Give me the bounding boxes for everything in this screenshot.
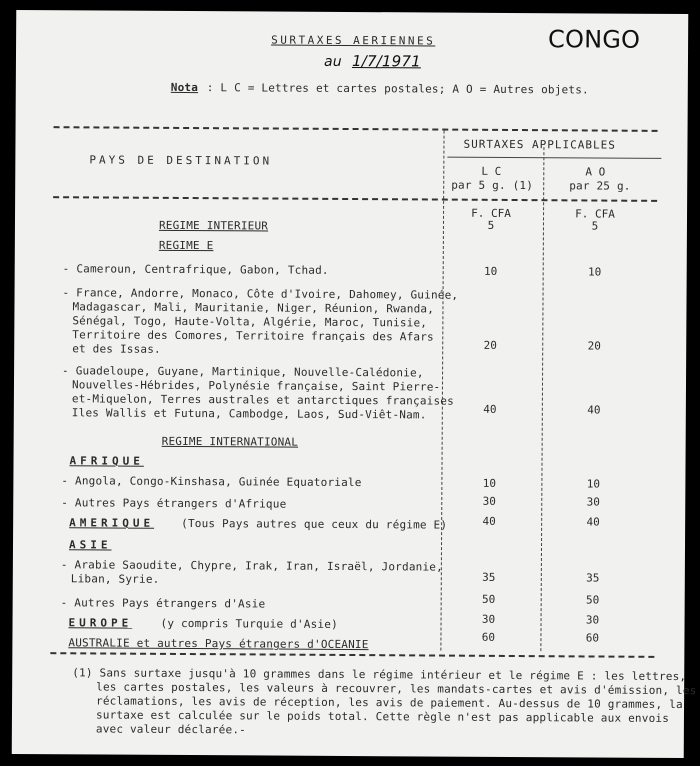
row-asie-2: - Autres Pays étrangers d'Asie — [60, 596, 266, 611]
table-bottom-rule — [50, 652, 654, 658]
row-e-2-line-5: et des Issas. — [72, 342, 161, 356]
row-e-3-lc: 40 — [483, 402, 497, 416]
row-oceanie-lc: 60 — [481, 630, 496, 644]
section-regime-international: REGIME INTERNATIONAL — [161, 434, 299, 449]
column-header-ao-weight: par 25 g. — [569, 179, 631, 193]
column-header-lc-weight: par 5 g. (1) — [451, 178, 534, 193]
header-top-rule — [54, 126, 658, 132]
row-europe: (y compris Turquie d'Asie) — [160, 616, 338, 631]
section-amerique: AMERIQUE — [69, 516, 155, 530]
row-afrique-2-ao: 30 — [586, 495, 600, 509]
row-e-1: - Cameroun, Centrafrique, Gabon, Tchad. — [62, 262, 329, 277]
row-afrique-1: - Angola, Congo-Kinshasa, Guinée Equatoriale — [61, 474, 362, 490]
header-bottom-rule — [53, 196, 657, 202]
row-e-3-line-4: Iles Wallis et Futuna, Cambodge, Laos, Sud-Viêt-Nam. — [71, 406, 427, 422]
row-afrique-2-lc: 30 — [482, 494, 496, 508]
row-e-2-line-1: - France, Andorre, Monaco, Côte d'Ivoire, Dahomey, Guinée, — [62, 286, 459, 302]
ao-base-value: 5 — [591, 219, 599, 233]
section-europe: EUROPE — [68, 616, 133, 630]
row-afrique-1-ao: 10 — [586, 477, 601, 491]
row-asie-2-lc: 50 — [482, 592, 496, 606]
row-europe-ao: 30 — [585, 613, 600, 627]
row-e-2-line-4: Territoire des Comores, Territoire français des Afars — [72, 328, 434, 344]
note-label: Nota — [170, 80, 199, 95]
lc-base-value: 5 — [487, 218, 495, 232]
row-e-3-line-1: - Guadeloupe, Guyane, Martinique, Nouvelle-Calédonie, — [62, 364, 424, 380]
row-afrique-2: - Autres Pays étrangers d'Afrique — [61, 496, 287, 511]
note-text: : L C = Lettres et cartes postales; A O = Autres objets. — [206, 81, 589, 97]
section-regime-e: REGIME E — [158, 238, 214, 253]
row-e-3-line-3: et-Miquelon, Terres australes et antarctiques françaises — [71, 392, 455, 408]
row-oceanie: AUSTRALIE et autres Pays étrangers d'OCEANIE — [68, 636, 369, 652]
column-separator-right — [540, 147, 544, 651]
footnote-line-4: surtaxe est calculée sur le poids total. Cette règle n'est pas applicable aux envois — [95, 708, 670, 725]
date-prefix: au — [323, 53, 342, 70]
column-header-applicable: SURTAXES APPLICABLES — [463, 137, 616, 152]
row-asie-2-ao: 50 — [586, 593, 600, 607]
row-europe-lc: 30 — [481, 612, 496, 626]
header-sub-rule — [447, 157, 661, 159]
row-asie-1-line-2: Liban, Syrie. — [70, 572, 160, 586]
row-afrique-1-lc: 10 — [482, 476, 497, 490]
section-asie: ASIE — [68, 538, 112, 552]
footnote-line-1: (1) Sans surtaxe jusqu'à 10 grammes dans le régime intérieur et le régime E : les lettres, — [72, 666, 687, 684]
lc-currency: F. CFA — [471, 206, 511, 220]
row-e-2-ao: 20 — [587, 339, 601, 353]
footnote-line-5: avec valeur déclarée.- — [95, 722, 247, 737]
document-sheet — [12, 10, 697, 758]
row-e-2-line-2: Madagascar, Mali, Mauritanie, Niger, Réunion, Rwanda, — [72, 300, 435, 316]
date-value: 1/7/1971 — [351, 52, 421, 71]
row-asie-1-line-1: - Arabie Saoudite, Chypre, Irak, Iran, Israël, Jordanie, — [60, 558, 444, 574]
row-amerique: (Tous Pays autres que ceux du régime E) — [181, 516, 448, 532]
footnote-line-3: réclamations, les avis de réception, les avis de paiement. Au-dessus de 10 grammes, la — [96, 694, 683, 712]
row-asie-1-ao: 35 — [586, 571, 600, 585]
row-e-1-ao: 10 — [588, 265, 602, 279]
footnote-line-2: les cartes postales, les valeurs à recouvrer, les mandats-cartes et avis d'émission, les — [96, 680, 697, 698]
row-e-2-line-3: Sénégal, Togo, Haute-Volta, Algérie, Maroc, Tunisie, — [72, 314, 428, 330]
row-amerique-lc: 40 — [482, 514, 496, 528]
row-e-1-lc: 10 — [484, 264, 498, 278]
column-header-destination: PAYS DE DESTINATION — [89, 153, 273, 168]
section-afrique: AFRIQUE — [69, 454, 144, 468]
row-e-2-lc: 20 — [483, 338, 497, 352]
row-amerique-ao: 40 — [586, 515, 600, 529]
ao-currency: F. CFA — [575, 207, 615, 221]
section-regime-interieur: REGIME INTERIEUR — [158, 218, 269, 233]
column-header-ao: A O — [585, 165, 606, 179]
row-e-3-line-2: Nouvelles-Hébrides, Polynésie française, Saint Pierre- — [71, 378, 441, 394]
handwritten-country: CONGO — [548, 25, 641, 54]
row-oceanie-ao: 60 — [585, 631, 600, 645]
column-header-lc: L C — [481, 164, 502, 178]
page-title: SURTAXES AERIENNES — [271, 33, 436, 48]
row-e-3-ao: 40 — [587, 403, 601, 417]
row-asie-1-lc: 35 — [482, 570, 496, 584]
